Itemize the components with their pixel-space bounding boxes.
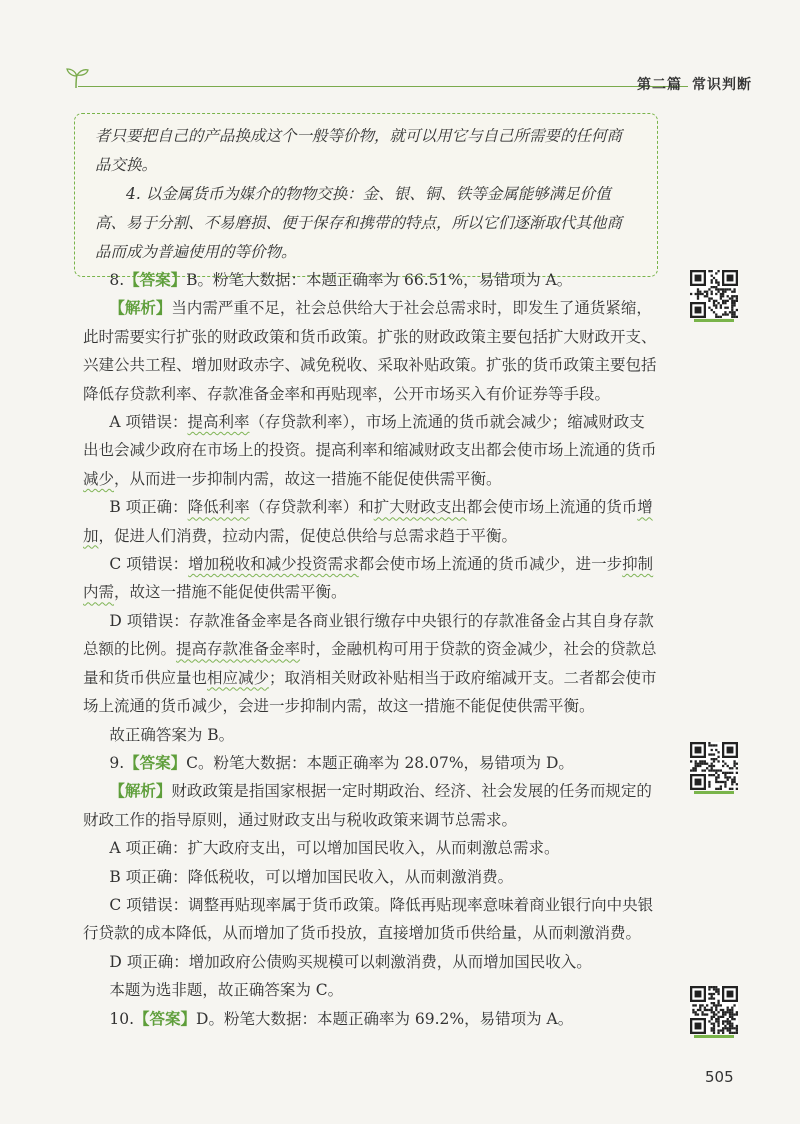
q9-option-d: D 项正确：增加政府公债购买规模可以刺激消费，从而增加国民收入。	[109, 952, 592, 971]
q9-option-c: C 项错误：调整再贴现率属于货币政策。降低再贴现率意味着商业银行向中央银行贷款的成本降低，从而增加了货币投放，直接增加货币供给量，从而刺激消费。	[83, 895, 654, 943]
q8-d-underline: 相应减少	[207, 668, 270, 687]
header-chapter: 常识判断	[692, 77, 752, 93]
q8-option-b	[83, 493, 660, 550]
header-rule	[78, 86, 688, 87]
q8-c-part: C 项错误：	[109, 555, 189, 574]
q8-a-underline: 提高利率	[187, 413, 250, 432]
note-line-2: 4. 以金属货币为媒介的物物交换：金、银、铜、铁等金属能够满足价值高、易于分割、不易磨损、便于保存和携带的特点，所以它们逐渐取代其他商品而成为普遍使用的等价物。	[95, 185, 623, 261]
q8-a-part: （存贷款利率），市场上流通的货币就会减少；缩减财政支出也会减少政府在市场上的投资。提高利率和缩减财政支出都会使市场上流通的货币	[83, 413, 657, 460]
q8-c-part: 都会使市场上流通的货币减少，进一步	[358, 555, 623, 574]
q8-a-part: ，从而进一步抑制内需，故这一措施不能促使供需平衡。	[114, 469, 502, 488]
q8-analysis	[83, 294, 660, 408]
q8-b-underline: 增加	[83, 498, 653, 545]
q8-option-c	[83, 550, 660, 607]
q8-d-part: D 项错误：存款准备金率是各商业银行缴存中央银行的存款准备金占其自身存款总额的比例。	[83, 611, 654, 659]
q9-option-b: B 项正确：降低税收，可以增加国民收入，从而刺激消费。	[109, 867, 514, 886]
answer-body	[83, 266, 660, 1033]
qr-code-icon[interactable]	[690, 270, 738, 322]
page-number: 505	[705, 1068, 734, 1086]
qr-code-icon[interactable]	[690, 742, 738, 794]
answer-tag: 【答案】	[124, 752, 187, 772]
q8-conclusion: 故正确答案为 B。	[109, 725, 235, 744]
q9-answer-text: C。粉笔大数据：本题正确率为 28.07%，易错项为 D。	[186, 753, 574, 772]
q9-analysis	[83, 777, 660, 834]
q8-d-underline: 提高存款准备金率	[176, 640, 301, 659]
analysis-tag: 【解析】	[109, 781, 172, 801]
q8-c-part: ，故这一措施不能促使供需平衡。	[114, 583, 347, 602]
q8-b-underline: 扩大财政支出	[373, 498, 467, 517]
q9-conclusion: 本题为选非题，故正确答案为 C。	[109, 981, 344, 1000]
q10-answer	[83, 1005, 660, 1033]
note-line-1: 者只要把自己的产品换成这个一般等价物，就可以用它与自己所需要的任何商品交换。	[95, 127, 623, 174]
q8-answer	[83, 266, 660, 294]
q8-b-part: ，促进人们消费，拉动内需，促使总供给与总需求趋于平衡。	[98, 526, 518, 545]
q8-d-part: ；取消相关财政补贴相当于政府缩减开支。二者都会使市场上流通的货币减少，会进一步抑制内需，故这一措施不能促使供需平衡。	[83, 668, 657, 716]
q10-number: 10.	[109, 1009, 134, 1028]
q8-c-underline: 抑制内需	[83, 555, 654, 602]
q9-number: 9.	[109, 753, 125, 772]
q8-b-underline: 降低利率	[187, 498, 250, 517]
q8-b-part: B 项正确：	[109, 498, 188, 517]
q8-option-d	[83, 607, 660, 721]
analysis-tag: 【解析】	[109, 298, 172, 318]
qr-code-icon[interactable]	[690, 986, 738, 1038]
q8-answer-text: B。粉笔大数据：本题正确率为 66.51%，易错项为 A。	[186, 271, 573, 289]
q9-analysis-text: 财政政策是指国家根据一定时期政治、经济、社会发展的任务而规定的财政工作的指导原则，通过财政支出与税收政策来调节总需求。	[83, 782, 652, 829]
q8-number: 8.	[109, 271, 125, 289]
answer-tag: 【答案】	[124, 270, 187, 289]
header-part: 第二篇	[637, 77, 682, 93]
q10-answer-text: D。粉笔大数据：本题正确率为 69.2%，易错项为 A。	[196, 1009, 574, 1028]
q8-a-underline: 减少	[83, 469, 115, 488]
note-box	[74, 113, 658, 277]
q8-b-part: 都会使市场上流通的货币	[466, 498, 638, 517]
page-header	[62, 66, 752, 96]
q8-option-a	[83, 408, 660, 493]
q8-b-part: （存贷款利率）和	[249, 498, 374, 517]
q8-d-part: 时，金融机构可用于贷款的资金减少，社会的贷款总量和货币供应量也	[83, 640, 657, 687]
q8-c-underline: 增加税收和减少投资需求	[188, 555, 359, 574]
q9-answer	[83, 749, 660, 777]
answer-tag: 【答案】	[134, 1008, 197, 1028]
q8-analysis-text: 当内需严重不足，社会总供给大于社会总需求时，即发生了通货紧缩，此时需要实行扩张的财政政策和货币政策。扩张的财政政策主要包括扩大财政开支、兴建公共工程、增加财政赤字、减免税收、采取补贴政策。扩张的货币政策主要包括降低存贷款利率、存款准备金率和再贴现率，公开市场买入有价证券等手段。	[83, 299, 657, 403]
q9-option-a: A 项正确：扩大政府支出，可以增加国民收入，从而刺激总需求。	[109, 839, 560, 858]
header-title	[637, 74, 752, 94]
q8-a-part: A 项错误：	[109, 413, 188, 432]
